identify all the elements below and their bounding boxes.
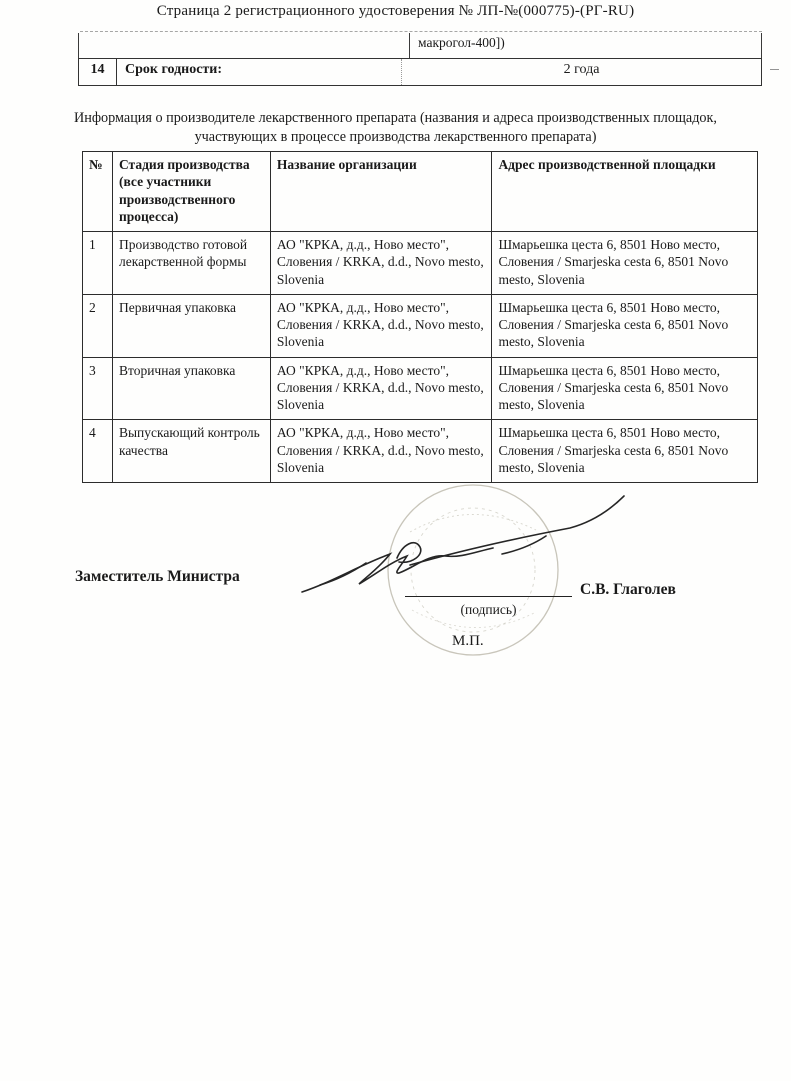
row-org: АО "КРКА, д.д., Ново место", Словения / KRKA, d.d., Novo mesto, Slovenia bbox=[270, 294, 492, 357]
page-title: Страница 2 регистрационного удостоверения № ЛП-№(000775)-(РГ-RU) bbox=[156, 3, 635, 19]
table-row bbox=[83, 294, 758, 357]
row-org: АО "КРКА, д.д., Ново место", Словения / KRKA, d.d., Novo mesto, Slovenia bbox=[270, 357, 492, 420]
producer-table bbox=[82, 151, 758, 483]
table-header-row bbox=[83, 152, 758, 232]
signature-stroke-icon bbox=[302, 496, 624, 592]
row-address: Шмарьешка цеста 6, 8501 Ново место, Словения / Smarjeska cesta 6, 8501 Novo mesto, Slovenia bbox=[492, 232, 758, 295]
shelf-life-row-number: 14 bbox=[79, 59, 117, 85]
header-stage: Стадия производства (все участники производственного процесса) bbox=[112, 152, 270, 232]
shelf-life-row bbox=[78, 58, 762, 86]
header-address: Адрес производственной площадки bbox=[492, 152, 758, 232]
shelf-life-value: 2 года bbox=[401, 59, 761, 85]
table-row bbox=[83, 232, 758, 295]
row-num: 3 bbox=[83, 357, 113, 420]
signer-position-title: Заместитель Министра bbox=[75, 568, 240, 585]
row-num: 4 bbox=[83, 420, 113, 483]
table-fragment-row bbox=[78, 33, 762, 58]
shelf-life-label: Срок годности: bbox=[125, 62, 223, 77]
header-org: Название организации bbox=[270, 152, 492, 232]
header-num: № bbox=[83, 152, 113, 232]
row-stage: Производство готовой лекарственной формы bbox=[112, 232, 270, 295]
margin-mark bbox=[770, 69, 779, 70]
row-stage: Вторичная упаковка bbox=[112, 357, 270, 420]
signature-line bbox=[405, 596, 572, 597]
fragment-text-cell: макрогол-400]) bbox=[409, 33, 761, 58]
stamp-place-caption: М.П. bbox=[452, 633, 484, 649]
row-stage: Первичная упаковка bbox=[112, 294, 270, 357]
row-org: АО "КРКА, д.д., Ново место", Словения / KRKA, d.d., Novo mesto, Slovenia bbox=[270, 232, 492, 295]
signer-name: С.В. Глаголев bbox=[580, 581, 676, 598]
fragment-empty-cell bbox=[79, 33, 409, 58]
round-stamp-icon bbox=[388, 485, 558, 655]
table-row bbox=[83, 357, 758, 420]
row-num: 1 bbox=[83, 232, 113, 295]
row-stage: Выпускающий контроль качества bbox=[112, 420, 270, 483]
producer-info-intro: Информация о производителе лекарственного препарата (названия и адреса производственных площадок, участвующих в процессе производства лекарственного препарата) bbox=[74, 110, 717, 146]
torn-table-edge bbox=[80, 31, 762, 32]
row-address: Шмарьешка цеста 6, 8501 Ново место, Словения / Smarjeska cesta 6, 8501 Novo mesto, Slovenia bbox=[492, 357, 758, 420]
row-address: Шмарьешка цеста 6, 8501 Ново место, Словения / Smarjeska cesta 6, 8501 Novo mesto, Slovenia bbox=[492, 294, 758, 357]
row-org: АО "КРКА, д.д., Ново место", Словения / KRKA, d.d., Novo mesto, Slovenia bbox=[270, 420, 492, 483]
row-num: 2 bbox=[83, 294, 113, 357]
row-address: Шмарьешка цеста 6, 8501 Ново место, Словения / Smarjeska cesta 6, 8501 Novo mesto, Slovenia bbox=[492, 420, 758, 483]
signature-caption: (подпись) bbox=[460, 602, 517, 617]
